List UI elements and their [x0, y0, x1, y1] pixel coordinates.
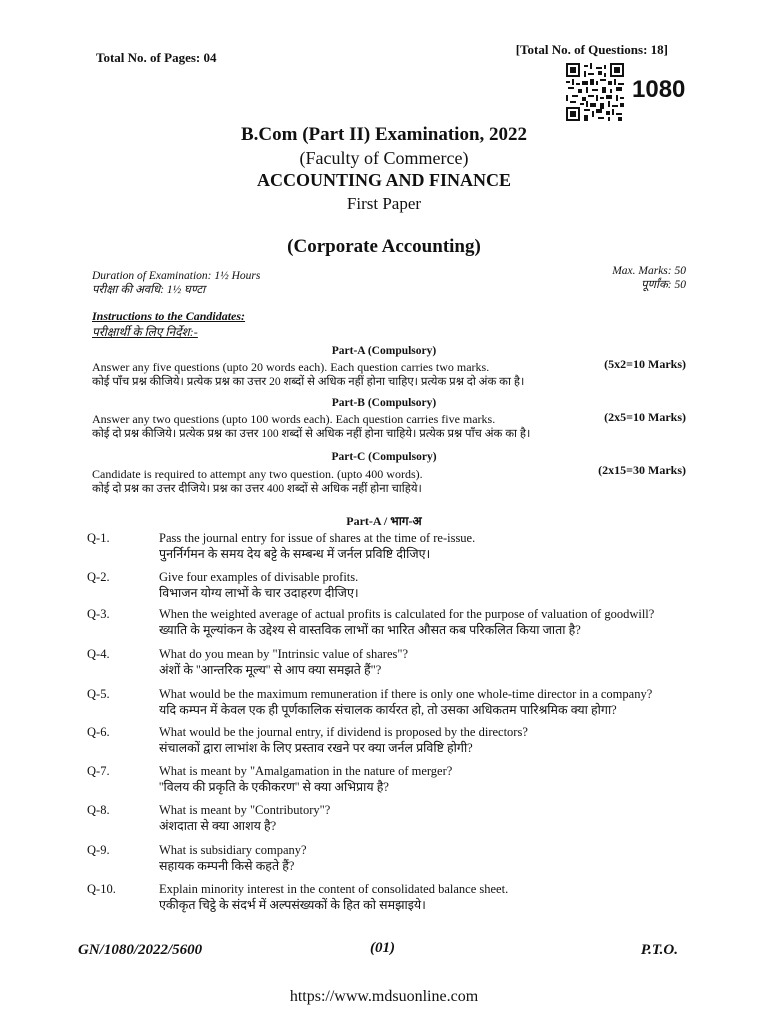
question-text-hi: विभाजन योग्य लाभों के चार उदाहरण दीजिए।	[159, 586, 359, 600]
question-text-en: What is meant by "Amalgamation in the nature of merger?	[159, 764, 453, 778]
question-text	[159, 842, 679, 874]
question-text-en: What do you mean by "Intrinsic value of shares"?	[159, 647, 409, 661]
question-number: Q-6.	[87, 725, 110, 739]
question-text	[159, 881, 679, 913]
max-marks-hi: पूर्णांक: 50	[641, 279, 686, 291]
question-number: Q-9.	[87, 843, 110, 857]
part-c-line-en: Candidate is required to attempt any two question. (upto 400 words).	[92, 467, 423, 481]
question-text	[159, 530, 679, 562]
question-text-hi: सहायक कम्पनी किसे कहते हैं?	[159, 859, 295, 873]
question-number: Q-4.	[87, 647, 110, 661]
duration-hi: परीक्षा की अवधि: 1½ घण्टा	[92, 284, 206, 296]
question-text-hi: ख्याति के मूल्यांकन के उद्देश्य से वास्तविक लाभों का भारित औसत कब परिकलित किया जाता है?	[159, 623, 581, 637]
part-a-line-hi: कोई पाँच प्रश्न कीजिये। प्रत्येक प्रश्न का उत्तर 20 शब्दों से अधिक नहीं होना चाहिए। प्रत्येक प्रश्न दो अंक का है।	[92, 376, 525, 388]
part-a-section-heading: Part-A / भाग-अ	[346, 514, 422, 528]
part-a-title: Part-A (Compulsory)	[331, 345, 437, 357]
question-text	[159, 724, 679, 756]
question-text-en: Pass the journal entry for issue of shares at the time of re-issue.	[159, 531, 476, 545]
question-text-en: When the weighted average of actual profits is calculated for the purpose of valuation of goodwill?	[159, 607, 655, 621]
question-text-hi: एकीकृत चिट्ठे के संदर्भ में अल्पसंख्यकों के हित को समझाइये।	[159, 898, 426, 912]
instructions-heading-en: Instructions to the Candidates:	[92, 309, 246, 323]
question-text-en: What is subsidiary company?	[159, 843, 307, 857]
question-number: Q-7.	[87, 764, 110, 778]
total-questions: [Total No. of Questions: 18]	[515, 42, 668, 57]
part-c-marks: (2x15=30 Marks)	[598, 463, 686, 477]
question-number: Q-3.	[87, 607, 110, 621]
question-text	[159, 646, 679, 678]
footer-url: https://www.mdsuonline.com	[289, 988, 479, 1005]
question-number: Q-10.	[87, 882, 116, 896]
exam-title: B.Com (Part II) Examination, 2022	[240, 124, 528, 145]
part-b-title: Part-B (Compulsory)	[331, 397, 437, 409]
subject-title: ACCOUNTING AND FINANCE	[256, 170, 511, 190]
max-marks-en: Max. Marks: 50	[612, 265, 686, 277]
question-number: Q-5.	[87, 687, 110, 701]
part-b-line-hi: कोई दो प्रश्न कीजिये। प्रत्येक प्रश्न का उत्तर 100 शब्दों से अधिक नहीं होना चाहिये। प्रत्येक प्रश्न पाँच अंक का है।	[92, 428, 531, 440]
part-a-marks: (5x2=10 Marks)	[604, 357, 686, 371]
question-text	[159, 686, 679, 718]
question-text	[159, 763, 679, 795]
footer-page: (01)	[370, 940, 395, 956]
question-text-en: Give four examples of divisable profits.	[159, 570, 359, 584]
question-text-en: What would be the maximum remuneration if there is only one whole-time director in a company?	[159, 687, 653, 701]
max-marks-block	[612, 264, 686, 292]
question-text-hi: पुनर्निर्गमन के समय देय बट्टे के सम्बन्ध में जर्नल प्रविष्टि दीजिए।	[159, 547, 431, 561]
question-text	[159, 606, 679, 638]
total-pages: Total No. of Pages: 04	[96, 50, 217, 65]
part-c-title: Part-C (Compulsory)	[331, 451, 437, 463]
duration-block	[92, 269, 260, 297]
qr-code-icon	[566, 63, 624, 121]
question-text-en: Explain minority interest in the content of consolidated balance sheet.	[159, 882, 509, 896]
question-text-en: What would be the journal entry, if dividend is proposed by the directors?	[159, 725, 528, 739]
topic-title: (Corporate Accounting)	[287, 236, 481, 257]
question-text-hi: ''विलय की प्रकृति के एकीकरण'' से क्या अभिप्राय है?	[159, 780, 389, 794]
question-text-en: What is meant by "Contributory"?	[159, 803, 331, 817]
instructions-heading-hi: परीक्षार्थी के लिए निर्देश:-	[92, 325, 198, 339]
instructions-heading	[92, 308, 245, 340]
footer-code: GN/1080/2022/5600	[78, 942, 203, 958]
faculty-title: (Faculty of Commerce)	[299, 148, 469, 168]
question-text	[159, 569, 679, 601]
footer-pto: P.T.O.	[640, 942, 678, 958]
duration-en: Duration of Examination: 1½ Hours	[92, 270, 261, 282]
question-number: Q-8.	[87, 803, 110, 817]
question-text-hi: संचालकों द्वारा लाभांश के लिए प्रस्ताव रखने पर क्या जर्नल प्रविष्टि होगी?	[159, 741, 473, 755]
question-text-hi: अंशदाता से क्या आशय है?	[159, 819, 277, 833]
part-b-marks: (2x5=10 Marks)	[604, 410, 686, 424]
question-number: Q-1.	[87, 531, 110, 545]
question-text	[159, 802, 679, 834]
part-b-line-en: Answer any two questions (upto 100 words each). Each question carries five marks.	[92, 412, 496, 426]
part-a-line-en: Answer any five questions (upto 20 words each). Each question carries two marks.	[92, 360, 490, 374]
paper-title: First Paper	[346, 194, 422, 213]
question-text-hi: यदि कम्पन में केवल एक ही पूर्णकालिक संचालक कार्यरत हो, तो उसका अधिकतम पारिश्रमिक क्या होगा?	[159, 703, 617, 717]
paper-code: 1080	[632, 76, 686, 103]
question-text-hi: अंशों के ''आन्तरिक मूल्य'' से आप क्या समझते हैं"?	[159, 663, 382, 677]
question-number: Q-2.	[87, 570, 110, 584]
part-c-line-hi: कोई दो प्रश्न का उत्तर दीजिये। प्रश्न का उत्तर 400 शब्दों से अधिक नहीं होना चाहिये।	[92, 483, 422, 495]
